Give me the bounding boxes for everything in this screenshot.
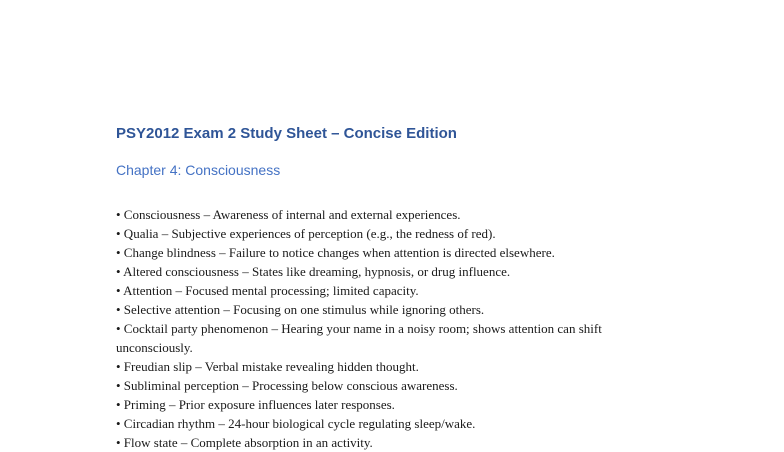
list-item: • Selective attention – Focusing on one stimulus while ignoring others. bbox=[116, 302, 485, 317]
list-item: • Attention – Focused mental processing; limited capacity. bbox=[116, 283, 419, 298]
list-item: • Cocktail party phenomenon – Hearing your name in a noisy room; shows attention can shift unconsciously. bbox=[116, 321, 602, 355]
list-item: • Consciousness – Awareness of internal and external experiences. bbox=[116, 207, 461, 222]
chapter-heading: Chapter 4: Consciousness bbox=[116, 162, 281, 178]
document-title: PSY2012 Exam 2 Study Sheet – Concise Edition bbox=[116, 125, 457, 142]
list-item: • Change blindness – Failure to notice changes when attention is directed elsewhere. bbox=[116, 245, 555, 260]
list-item: • Altered consciousness – States like dreaming, hypnosis, or drug influence. bbox=[116, 264, 511, 279]
term-list bbox=[116, 205, 676, 452]
list-item: • Subliminal perception – Processing below conscious awareness. bbox=[116, 378, 458, 393]
list-item: • Priming – Prior exposure influences later responses. bbox=[116, 397, 395, 412]
list-item: • Flow state – Complete absorption in an activity. bbox=[116, 435, 373, 450]
list-item: • Freudian slip – Verbal mistake revealing hidden thought. bbox=[116, 359, 419, 374]
list-item: • Qualia – Subjective experiences of perception (e.g., the redness of red). bbox=[116, 226, 496, 241]
list-item: • Circadian rhythm – 24-hour biological cycle regulating sleep/wake. bbox=[116, 416, 476, 431]
